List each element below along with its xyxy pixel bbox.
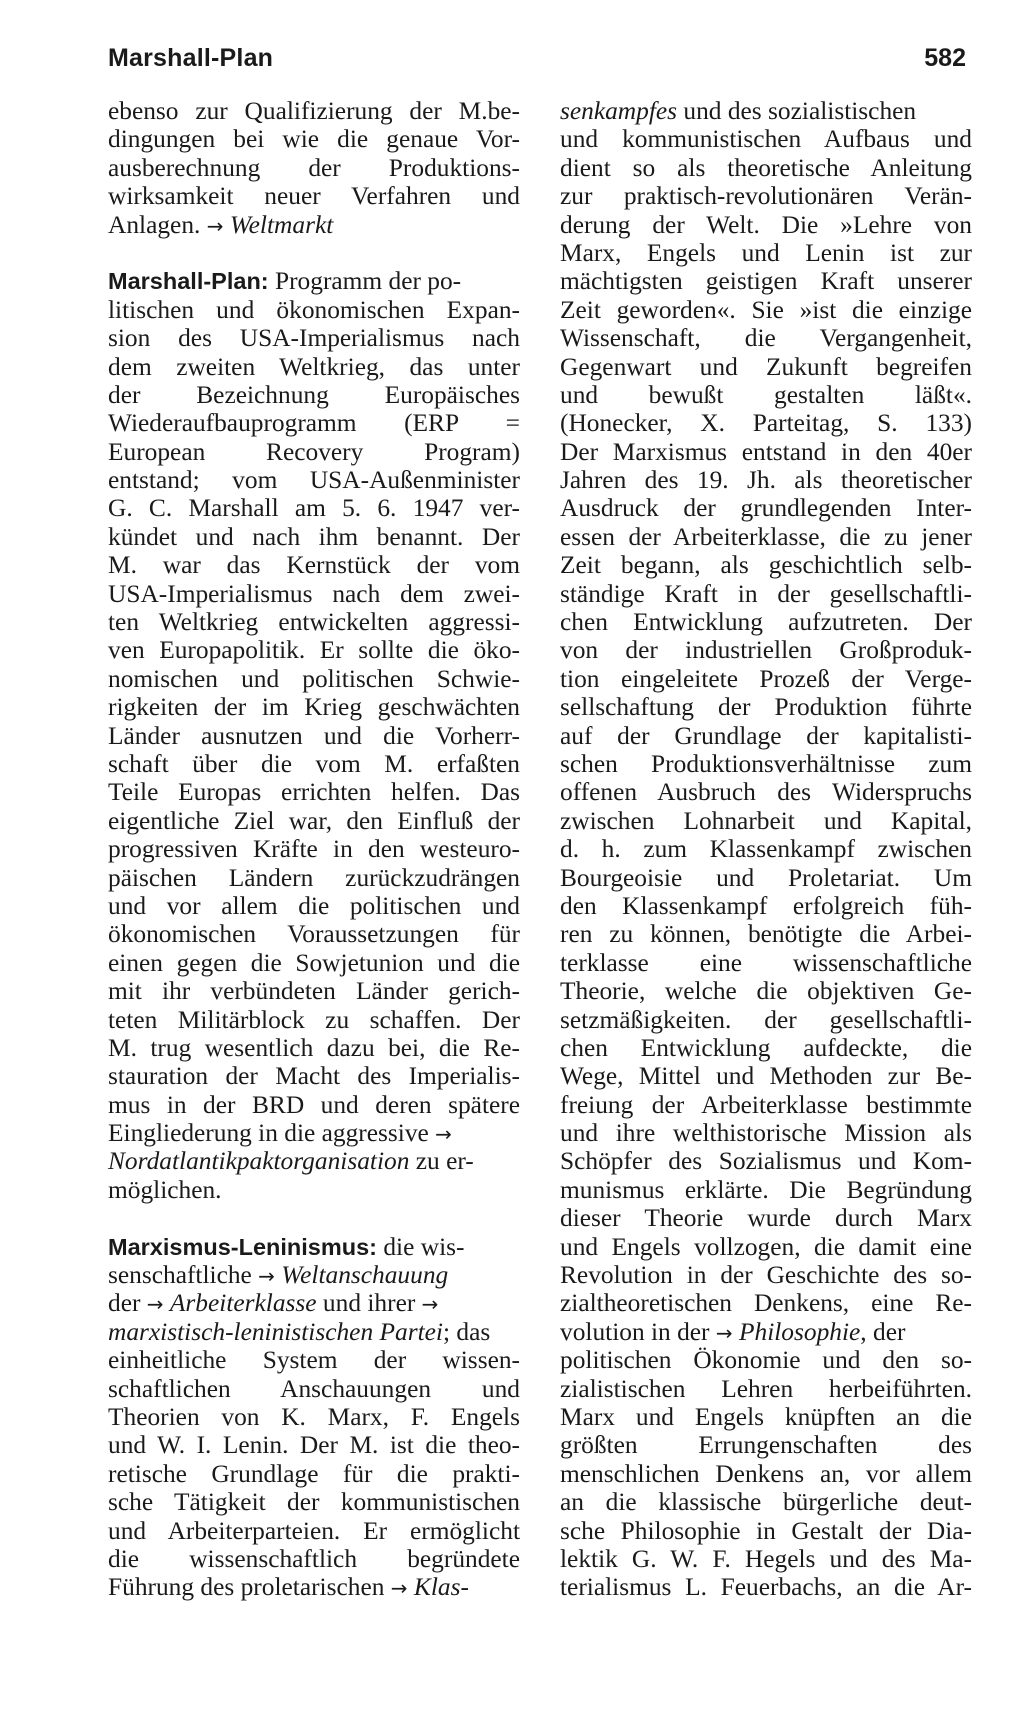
text-line [560,1375,972,1403]
text-span: päischen Ländern zurückzudrängen [108,863,520,892]
text-line [108,125,520,153]
text-line [560,722,972,750]
text-line [108,1289,520,1317]
text-span: Programm der po- [268,267,462,296]
text-line [560,1233,972,1261]
text-span: die wis- [377,1232,465,1261]
text-span: und ihrer [316,1289,422,1318]
text-line [560,1318,972,1346]
text-span: ausberechnung der Produktions- [108,153,520,182]
running-head: Marshall-Plan [108,44,274,72]
text-line [108,154,520,182]
text-span: schaftlichen Anschauungen und [108,1374,520,1403]
text-span: und ihre welthistorische Mission als [560,1119,972,1148]
text-span: Eingliederung in die aggressive [108,1119,436,1148]
text-line [560,608,972,636]
text-line [560,636,972,664]
cross-reference: Klas- [413,1573,469,1602]
text-span: mächtigsten geistigen Kraft unserer [560,267,972,296]
text-span: schen Produktionsverhältnisse zum [560,749,972,778]
paragraph-gap [108,239,520,267]
text-line [560,1062,972,1090]
text-span: Anlagen. [108,210,207,239]
text-span: Schöpfer des Sozialismus und Kom- [560,1147,972,1176]
text-span: European Recovery Program) [108,437,520,466]
text-line [108,324,520,352]
text-line [560,154,972,182]
text-line [560,892,972,920]
text-span: M. trug wesentlich dazu bei, die Re- [108,1033,520,1062]
text-line [108,1318,520,1346]
text-line [560,1346,972,1374]
text-span: und Engels vollzogen, die damit eine [560,1232,972,1261]
cross-reference: Philosophie [738,1317,861,1346]
text-span: Theorie, welche die objektiven Ge- [560,977,972,1006]
text-line [560,324,972,352]
cross-reference: Weltanschauung [281,1261,449,1290]
text-span: Führung des proletarischen [108,1573,391,1602]
text-span: politischen Ökonomie und den so- [560,1346,972,1375]
text-line [108,1460,520,1488]
cross-reference: senkampfes [560,97,678,125]
text-line [108,1346,520,1374]
text-line [108,949,520,977]
text-line [108,296,520,324]
text-span: und W. I. Lenin. Der M. ist die theo- [108,1431,520,1460]
text-span: und kommunistischen Aufbaus und [560,125,972,154]
text-line [108,977,520,1005]
text-span: mus in der BRD und deren spätere [108,1090,520,1119]
text-span: zialistischen Lehren herbeiführten. [560,1374,972,1403]
text-span: Bourgeoisie und Proletariat. Um [560,863,972,892]
text-line [108,1034,520,1062]
text-line [560,835,972,863]
paragraph-gap [108,1204,520,1232]
text-line [108,920,520,948]
text-span: nomischen und politischen Schwie- [108,664,520,693]
text-span: und des sozialistischen [677,97,917,125]
text-line [108,693,520,721]
text-line [108,1062,520,1090]
text-span: munismus erklärte. Die Begründung [560,1175,972,1204]
text-line [108,722,520,750]
text-line [560,580,972,608]
text-span: Länder ausnutzen und die Vorherr- [108,721,520,750]
text-span: ebenso zur Qualifizierung der M.be- [108,97,520,125]
text-line [108,1176,520,1204]
text-span: zu er- [409,1147,474,1176]
text-line [108,523,520,551]
text-line [560,1517,972,1545]
page-number: 582 [924,44,966,72]
text-span: sche Tätigkeit der kommunistischen [108,1488,520,1517]
text-span: dient so als theoretische Anleitung [560,153,972,182]
text-line [108,97,520,125]
text-line [108,580,520,608]
text-span: terialismus L. Feuerbachs, an die Ar- [560,1573,972,1602]
text-span: Jahren des 19. Jh. als theoretischer [560,466,972,495]
text-span: von der industriellen Großproduk- [560,636,972,665]
text-span: die wissenschaftlich begründete [108,1544,520,1573]
text-span: dieser Theorie wurde durch Marx [560,1204,972,1233]
left-column [108,97,520,1602]
text-line [560,1147,972,1175]
text-span: ökonomischen Voraussetzungen für [108,920,520,949]
text-line [560,1289,972,1317]
text-line [560,864,972,892]
text-line [560,239,972,267]
text-span: litischen und ökonomischen Expan- [108,295,520,324]
text-span: Marx und Engels knüpften an die [560,1402,972,1431]
text-span: retische Grundlage für die prakti- [108,1459,520,1488]
text-span: d. h. zum Klassenkampf zwischen [560,835,972,864]
text-line [108,466,520,494]
text-span: Wiederaufbauprogramm (ERP = [108,409,520,438]
text-span: Zeit begann, als geschichtlich selb- [560,551,972,580]
cross-reference: marxistisch-leninistischen Partei [108,1317,443,1346]
text-line [560,949,972,977]
text-line [108,353,520,381]
text-span: derung der Welt. Die »Lehre von [560,210,972,239]
text-line [560,750,972,778]
text-line [560,353,972,381]
text-line [108,1233,520,1261]
text-line [560,1204,972,1232]
text-line [108,1261,520,1289]
text-line [108,835,520,863]
arrow-icon: → [146,1292,164,1317]
arrow-icon: → [421,1292,439,1317]
text-line [560,1091,972,1119]
text-line [560,1488,972,1516]
text-span: Teile Europas errichten helfen. Das [108,778,520,807]
text-span: sion des USA-Imperialismus nach [108,324,520,353]
text-line [108,1573,520,1601]
text-line [108,1488,520,1516]
text-line [560,551,972,579]
text-line [108,438,520,466]
cross-reference: Nordatlantikpaktorganisation [108,1147,410,1176]
text-span: zwischen Lohnarbeit und Kapital, [560,806,972,835]
text-line [108,1431,520,1459]
text-span: freiung der Arbeiterklasse bestimmte [560,1090,972,1119]
text-span: Revolution in der Geschichte des so- [560,1261,972,1290]
text-span: Theorien von K. Marx, F. Engels [108,1402,520,1431]
text-line [108,1006,520,1034]
text-line [108,1403,520,1431]
text-span: rigkeiten der im Krieg geschwächten [108,693,520,722]
text-span: G. C. Marshall am 5. 6. 1947 ver- [108,494,520,523]
text-span: ; das [442,1317,491,1346]
text-span: auf der Grundlage der kapitalisti- [560,721,972,750]
right-column [560,97,972,1602]
text-line [560,211,972,239]
text-span: eigentliche Ziel war, den Einfluß der [108,806,520,835]
cross-reference: Weltmarkt [229,210,334,239]
arrow-icon: → [390,1576,408,1601]
text-span: Wege, Mittel und Methoden zur Be- [560,1062,972,1091]
text-span: der [108,1289,147,1318]
text-span: Marx, Engels und Lenin ist zur [560,238,972,267]
text-span: menschlichen Denkens an, vor allem [560,1459,972,1488]
text-line [108,892,520,920]
text-span: einen gegen die Sowjetunion und die [108,948,520,977]
text-span: Zeit geworden«. Sie »ist die einzige [560,295,972,324]
text-span: schaft über die vom M. erfaßten [108,749,520,778]
text-line [108,778,520,806]
text-line [108,551,520,579]
text-line [108,1375,520,1403]
text-line [560,438,972,466]
text-line [560,1176,972,1204]
text-line [560,665,972,693]
text-span: USA-Imperialismus nach dem zwei- [108,579,520,608]
text-span: progressiven Kräfte in den westeuro- [108,835,520,864]
text-line [108,665,520,693]
text-line [560,523,972,551]
text-span: ständige Kraft in der gesellschaftli- [560,579,972,608]
arrow-icon: → [435,1122,452,1147]
text-span: dingungen bei wie die genaue Vor- [108,125,520,154]
text-span: ven Europapolitik. Er sollte die öko- [108,636,520,665]
arrow-icon: → [715,1320,733,1345]
text-span: zur praktisch-revolutionären Verän- [560,182,972,211]
text-span: entstand; vom USA-Außenminister [108,466,520,495]
text-span: zialtheoretischen Denkens, eine Re- [560,1289,972,1318]
text-span: (Honecker, X. Parteitag, S. 133) [560,409,972,438]
text-line [560,920,972,948]
text-line [108,608,520,636]
text-line [108,381,520,409]
text-span: terklasse eine wissenschaftliche [560,948,972,977]
text-line [560,125,972,153]
cross-reference: Arbeiterklasse [169,1289,317,1318]
text-span: M. war das Kernstück der vom [108,551,520,580]
text-line [560,381,972,409]
text-line [560,296,972,324]
text-line [560,1545,972,1573]
text-span: dem zweiten Weltkrieg, das unter [108,352,520,381]
text-line [108,409,520,437]
text-span: offenen Ausbruch des Widerspruchs [560,778,972,807]
text-line [108,636,520,664]
text-line [560,494,972,522]
text-line [108,1119,520,1147]
text-span: möglichen. [108,1175,222,1204]
text-line [560,807,972,835]
text-span: Wissenschaft, die Vergangenheit, [560,324,972,353]
text-span: und Arbeiterparteien. Er ermöglicht [108,1516,520,1545]
text-span: ren zu können, benötigte die Arbei- [560,920,972,949]
text-span: der Bezeichnung Europäisches [108,380,520,409]
text-line [560,1119,972,1147]
text-line [108,1545,520,1573]
text-line [108,182,520,210]
text-line [108,1147,520,1175]
text-span: den Klassenkampf erfolgreich füh- [560,891,972,920]
text-line [108,864,520,892]
text-line [108,807,520,835]
text-line [560,693,972,721]
text-line [560,778,972,806]
text-span: teten Militärblock zu schaffen. Der [108,1005,520,1034]
text-line [560,1460,972,1488]
text-line [560,466,972,494]
text-span: sellschaftung der Produktion führte [560,693,972,722]
text-span: lektik G. W. F. Hegels und des Ma- [560,1544,972,1573]
text-line [108,494,520,522]
text-span: tion eingeleitete Prozeß der Verge- [560,664,972,693]
text-span: und vor allem die politischen und [108,891,520,920]
text-line [108,211,520,239]
text-span: größten Errungenschaften des [560,1431,972,1460]
text-span: und bewußt gestalten läßt«. [560,380,972,409]
text-span: mit ihr verbündeten Länder gerich- [108,977,520,1006]
text-span: chen Entwicklung aufzutreten. Der [560,608,972,637]
text-span: sche Philosophie in Gestalt der Dia- [560,1516,972,1545]
text-line [560,97,972,125]
text-span: Ausdruck der grundlegenden Inter- [560,494,972,523]
entry-headword: Marshall-Plan: [108,268,269,295]
text-span: stauration der Macht des Imperialis- [108,1062,520,1091]
text-line [560,1403,972,1431]
text-line [560,409,972,437]
entry-headword: Marxismus-Leninismus: [108,1233,378,1260]
text-span: Der Marxismus entstand in den 40er [560,437,972,466]
text-line [560,1034,972,1062]
text-line [560,977,972,1005]
text-line [108,267,520,295]
text-line [560,1431,972,1459]
text-span: wirksamkeit neuer Verfahren und [108,182,520,211]
arrow-icon: → [206,213,224,238]
text-line [108,1091,520,1119]
text-span: chen Entwicklung aufdeckte, die [560,1033,972,1062]
text-line [560,182,972,210]
text-span: an die klassische bürgerliche deut- [560,1488,972,1517]
text-span: Gegenwart und Zukunft begreifen [560,352,972,381]
text-span: senschaftliche [108,1261,259,1290]
text-span: essen der Arbeiterklasse, die zu jener [560,522,972,551]
text-span: volution in der [560,1317,716,1346]
text-line [108,1517,520,1545]
text-span: ten Weltkrieg entwickelten aggressi- [108,608,520,637]
text-line [560,1573,972,1601]
text-line [560,1006,972,1034]
text-line [560,267,972,295]
text-line [108,750,520,778]
arrow-icon: → [258,1264,275,1289]
text-span: kündet und nach ihm benannt. Der [108,522,520,551]
text-span: einheitliche System der wissen- [108,1346,520,1375]
text-line [560,1261,972,1289]
text-span: , der [860,1317,906,1346]
text-span: setzmäßigkeiten. der gesellschaftli- [560,1005,972,1034]
